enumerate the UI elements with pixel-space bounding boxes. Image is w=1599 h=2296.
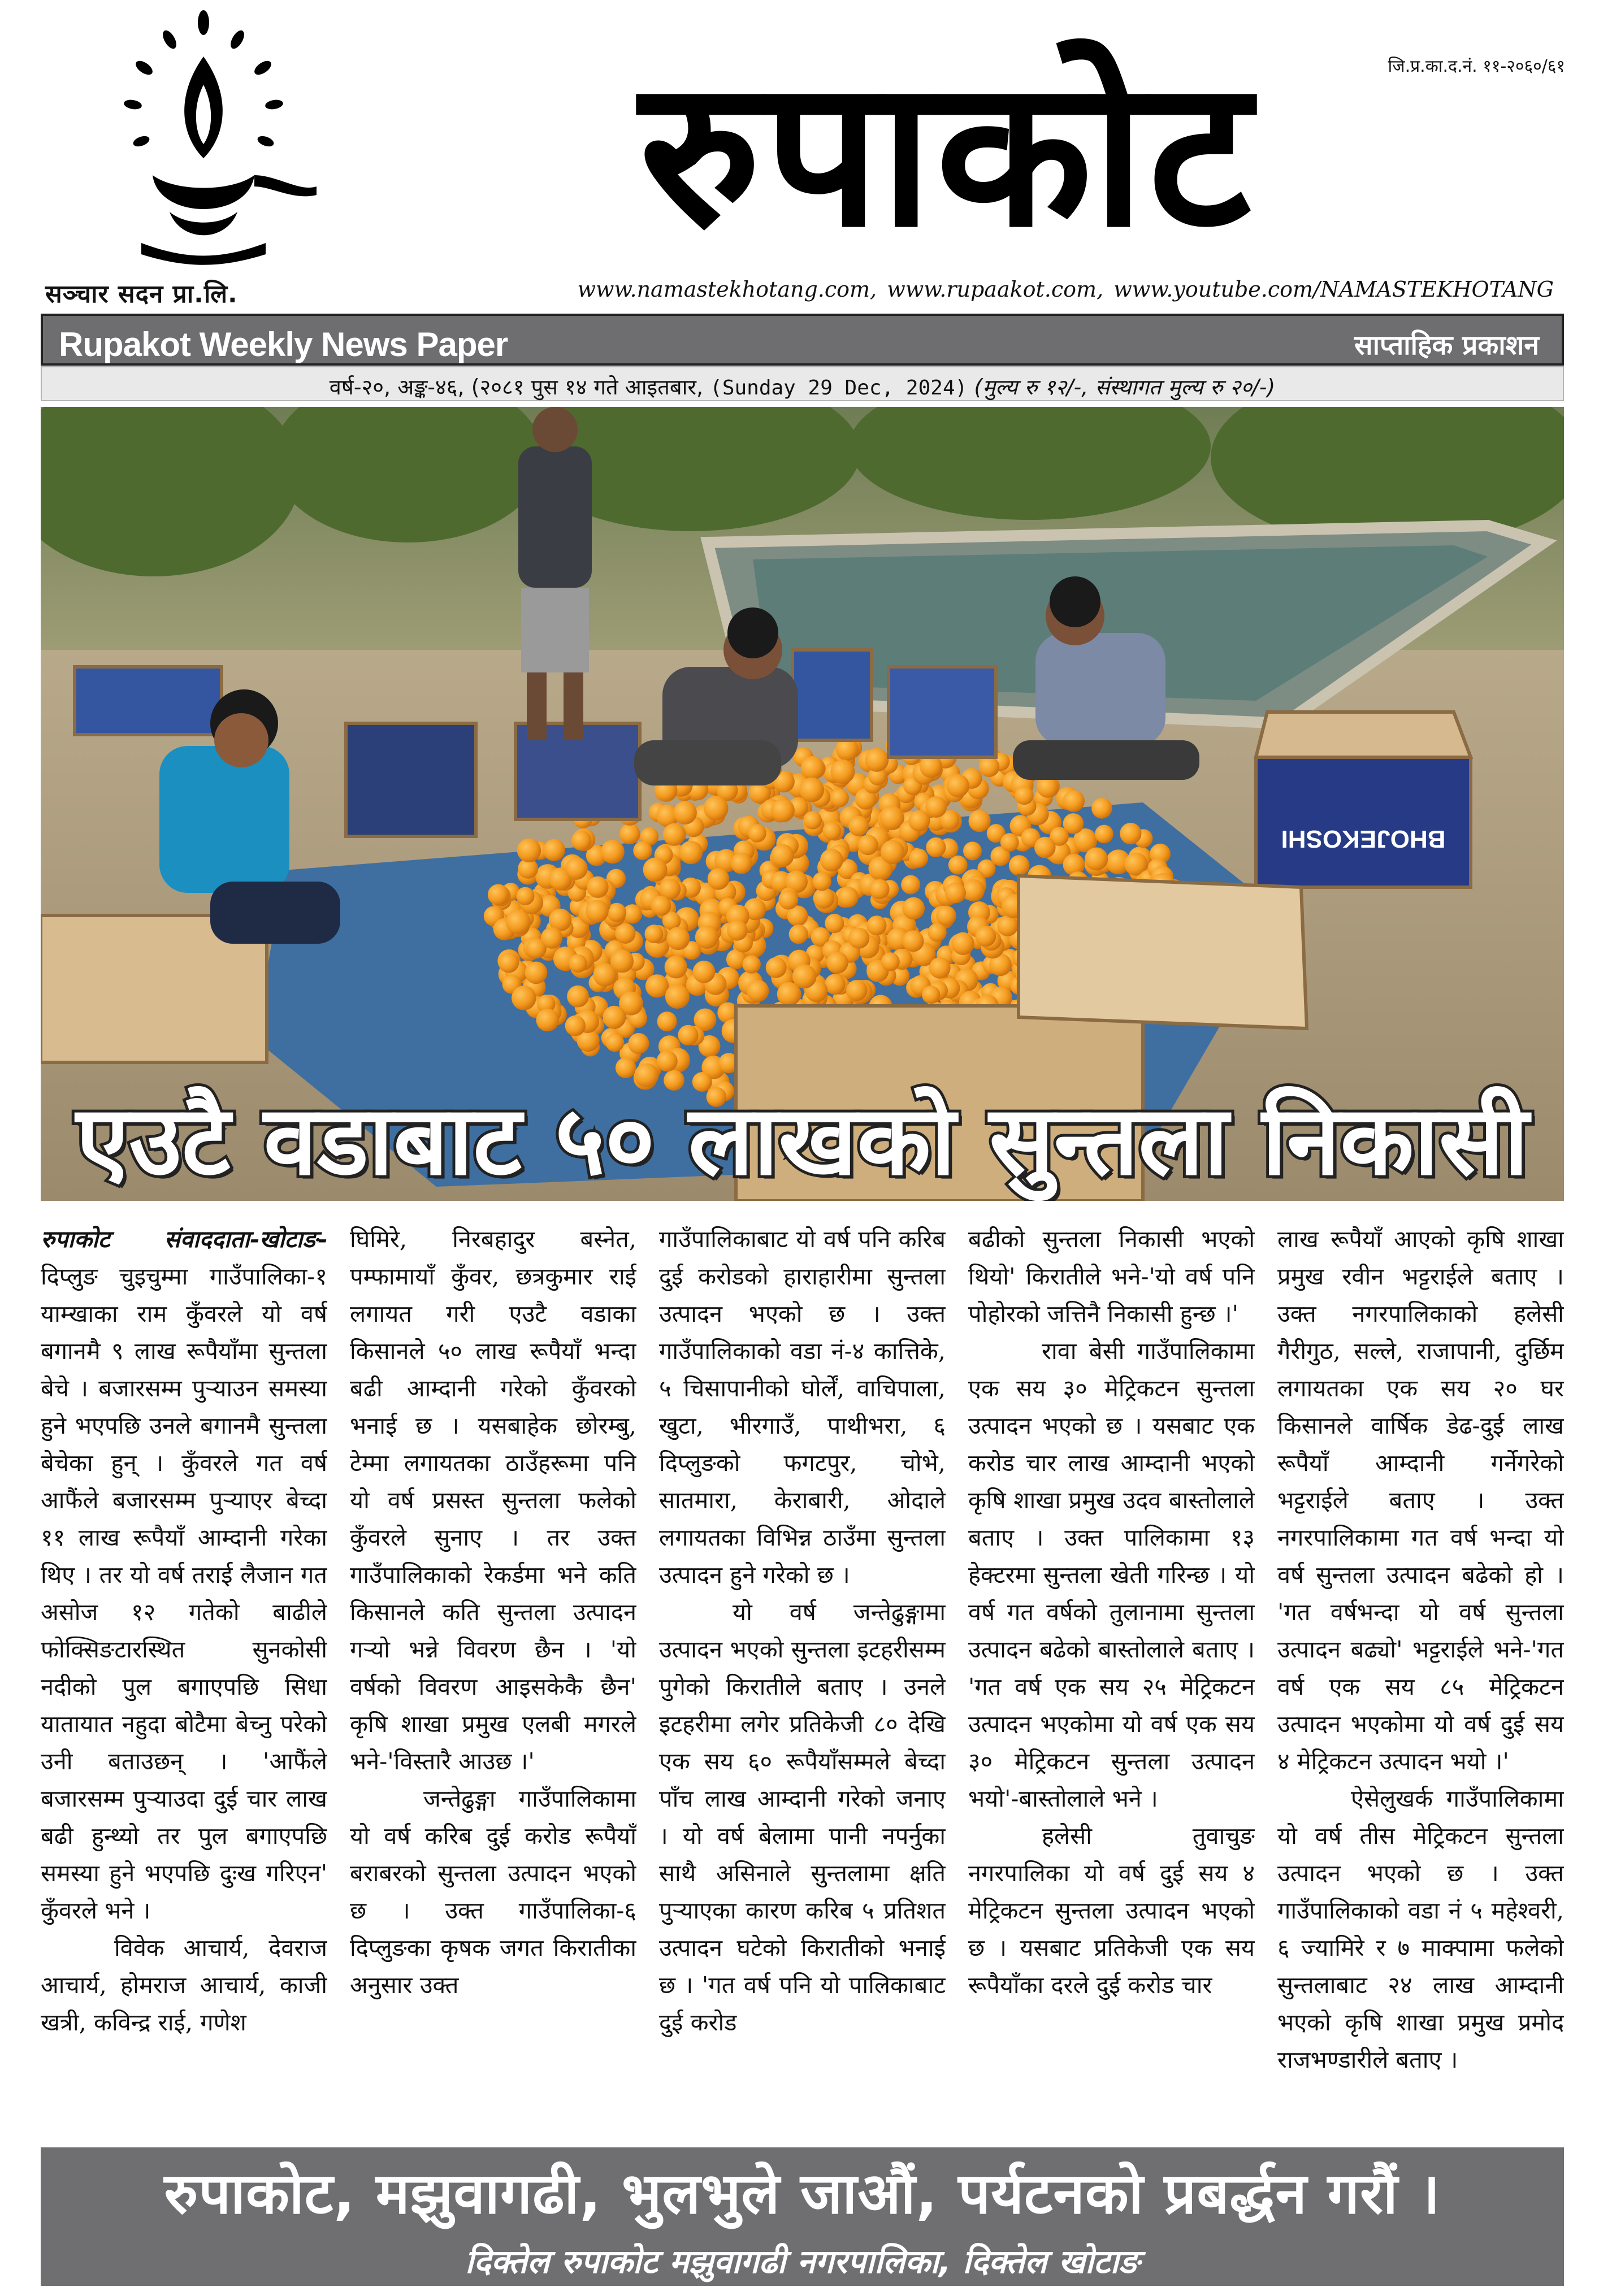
article-column-5 bbox=[1277, 1221, 1564, 2128]
newspaper-title: रुपाकोट bbox=[639, 33, 1255, 272]
lead-photo bbox=[41, 407, 1564, 1201]
article-paragraph: रावा बेसी गाउँपालिकामा एक सय ३० मेट्रिकटन सुन्तला उत्पादन भएको छ । यसबाट एक करोड चार लाख आम्दानी भएको कृषि शाखा प्रमुख उदव बास्तोलाले बताए । उक्त पालिकामा १३ हेक्टरमा सुन्तला खेती गरिन्छ । यो वर्ष गत वर्षको तुलानामा सुन्तला उत्पादन बढेको बास्तोलाले बताए । 'गत वर्ष एक सय २५ मेट्रिकटन उत्पादन भएकोमा यो वर्ष एक सय ३० मेट्रिकटन सुन्तला उत्पादन भयो'-बास्तोलाले भने । bbox=[968, 1337, 1255, 1812]
article-column-2 bbox=[350, 1221, 636, 2128]
lamp-logo-icon bbox=[85, 6, 322, 271]
article-byline: रुपाकोट संवाददाता-खोटाङ- bbox=[41, 1225, 327, 1253]
article-paragraph: हलेसी तुवाचुङ नगरपालिका यो वर्ष दुई सय ४ मेट्रिकटन सुन्तला उत्पादन भएको छ । यसबाट प्रतिकेजी एक सय रूपैयाँका दरले दुई करोड चार bbox=[968, 1822, 1255, 1999]
issue-volume: वर्ष-२०, अङ्क-४६, (२०८१ पुस १४ गते आइतबार, bbox=[329, 375, 704, 400]
article-paragraph: विवेक आचार्य, देवराज आचार्य, होमराज आचार्य, काजी खत्री, कविन्द्र राई, गणेश bbox=[41, 1934, 327, 2036]
article-column-1 bbox=[41, 1221, 327, 2128]
municipality-name: दिक्तेल रुपाकोट मझुवागढी नगरपालिका, दिक्तेल खोटाङ bbox=[465, 2242, 1140, 2281]
article-paragraph: लाख रूपैयाँ आएको कृषि शाखा प्रमुख रवीन भट्टराईले बताए । उक्त नगरपालिकाको हलेसी गैरीगुठ, सल्ले, राजापानी, दुर्छिम लगायतका एक सय २० घर किसानले वार्षिक डेढ-दुई लाख रूपैयाँ आम्दानी गर्नेगरेको भट्टराईले बताए । उक्त नगरपालिकामा गत वर्ष भन्दा यो वर्ष सुन्तला उत्पादन बढेको हो । 'गत वर्षभन्दा यो वर्ष सुन्तला उत्पादन बढ्यो' भट्टराईले भने-'गत वर्ष एक सय ८५ मेट्रिकटन उत्पादन भएकोमा यो वर्ष दुई सय ४ मेट्रिकटन उत्पादन भयो ।' bbox=[1277, 1225, 1564, 1775]
photo-headline: एउटै वडाबाट ५० लाखको सुन्तला निकासी bbox=[76, 1085, 1529, 1197]
issue-english-date: (Sunday 29 Dec, 2024) bbox=[710, 376, 968, 400]
article-column-4 bbox=[968, 1221, 1255, 2128]
article-column-3 bbox=[659, 1221, 946, 2128]
article-paragraph: जन्तेढुङ्गा गाउँपालिकामा यो वर्ष करिब दुई करोड रूपैयाँ बराबरको सुन्तला उत्पादन भएको छ । उक्त गाउँपालिका-६ दिप्लुङका कृषक जगत किरातीका अनुसार उक्त bbox=[350, 1785, 636, 1999]
website-links[interactable]: www.namastekhotang.com, www.rupaakot.com, www.youtube.com/NAMASTEKHOTANG bbox=[577, 277, 1554, 302]
publisher-name: सञ्चार सदन प्रा.लि. bbox=[45, 280, 238, 309]
article-paragraph: दिप्लुङ चुइचुम्मा गाउँपालिका-१ याम्खाका राम कुँवरले यो वर्ष बगानमै ९ लाख रूपैयाँमा सुन्तला बेचे । बजारसम्म पुऱ्याउन समस्या हुने भएपछि उनले बगानमै सुन्तला बेचेका हुन् । कुँवरले गत वर्ष आफैंले बजारसम्म पुऱ्याएर बेच्दा ११ लाख रूपैयाँ आम्दानी गरेका थिए । तर यो वर्ष तराई लैजान गत असोज १२ गतेको बाढीले फोक्सिङटारस्थित सुनकोसी नदीको पुल बगाएपछि सिधा यातायात नहुदा बोटैमा बेच्नु परेको उनी बताउछन् । 'आफैंले बजारसम्म पुऱ्याउदा दुई चार लाख बढी हुन्थ्यो तर पुल बगाएपछि समस्या हुने भएपछि दुःख गरिएन' कुँवरले भने । bbox=[41, 1262, 327, 1924]
issue-info-text bbox=[42, 372, 1563, 401]
ribbon-english-name: Rupakot Weekly News Paper bbox=[59, 325, 508, 363]
article-paragraph: ऐसेलुखर्क गाउँपालिकामा यो वर्ष तीस मेट्रिकटन सुन्तला उत्पादन भएको छ । उक्त गाउँपालिकाको वडा नं ५ महेश्वरी, ६ ज्यामिरे र ७ माक्पामा फलेको सुन्तलाबाट २४ लाख आम्दानी भएको कृषि शाखा प्रमुख प्रमोद राजभण्डारीले बताए । bbox=[1277, 1785, 1564, 2073]
registration-number: जि.प्र.का.द.नं. ११-२०६०/६१ bbox=[1388, 57, 1565, 76]
article-paragraph: घिमिरे, निरबहादुर बस्नेत, पम्फामायाँ कुँवर, छत्रकुमार राई लगायत गरी एउटै वडाका किसानले ५० लाख रूपैयाँ भन्दा बढी आम्दानी गरेको कुँवरको भनाई छ । यसबाहेक छोरम्बु, टेम्मा लगायतका ठाउँहरूमा पनि यो वर्ष प्रसस्त सुन्तला फलेको कुँवरले सुनाए । तर उक्त गाउँपालिकाको रेकर्डमा भने कति किसानले कति सुन्तला उत्पादन गऱ्यो भन्ने विवरण छैन । 'यो वर्षको विवरण आइसकेकै छैन' कृषि शाखा प्रमुख एलबी मगरले भने-'विस्तारै आउछ ।' bbox=[350, 1225, 636, 1775]
box-brand-label: BHOJEKOSHI bbox=[1281, 825, 1446, 853]
issue-price: (मुल्य रु १२/-, संस्थागत मुल्य रु २०/-) bbox=[974, 375, 1276, 400]
tourism-slogan: रुपाकोट, मझुवागढी, भुलभुले जाऔं, पर्यटनको प्रबर्द्धन गरौं । bbox=[164, 2160, 1441, 2226]
tourism-banner bbox=[41, 2147, 1564, 2286]
ribbon-frequency: साप्ताहिक प्रकाशन bbox=[1354, 329, 1539, 361]
article-body bbox=[41, 1221, 1564, 2128]
article-paragraph: गाउँपालिकाबाट यो वर्ष पनि करिब दुई करोडको हाराहारीमा सुन्तला उत्पादन भएको छ । उक्त गाउँपालिकाको वडा नं-४ कात्तिके, ५ चिसापानीको घोर्लें, वाचिपाला, खुटा, भीरगाउँ, पाथीभरा, ६ दिप्लुङको फगटपुर, चोभे, सातमारा, केराबारी, ओदाले लगायतका विभिन्न ठाउँमा सुन्तला उत्पादन हुने गरेको छ । bbox=[659, 1225, 946, 1588]
title-ribbon bbox=[41, 314, 1564, 366]
issue-info-bar bbox=[41, 366, 1564, 401]
article-paragraph: यो वर्ष जन्तेढुङ्गामा उत्पादन भएको सुन्तला इटहरीसम्म पुगेको किरातीले बताए । उनले इटहरीमा लगेर प्रतिकेजी ८० देखि एक सय ६० रूपैयाँसम्मले बेच्दा पाँच लाख आम्दानी गरेको जनाए । यो वर्ष बेलामा पानी नपर्नुका साथै असिनाले सुन्तलामा क्षति पुऱ्याएका कारण करिब ५ प्रतिशत उत्पादन घटेको किरातीको भनाई छ । 'गत वर्ष पनि यो पालिकाबाट दुई करोड bbox=[659, 1598, 946, 2036]
article-paragraph: बढीको सुन्तला निकासी भएको थियो' किरातीले भने-'यो वर्ष पनि पोहोरको जत्तिनै निकासी हुन्छ ।' bbox=[968, 1225, 1255, 1327]
